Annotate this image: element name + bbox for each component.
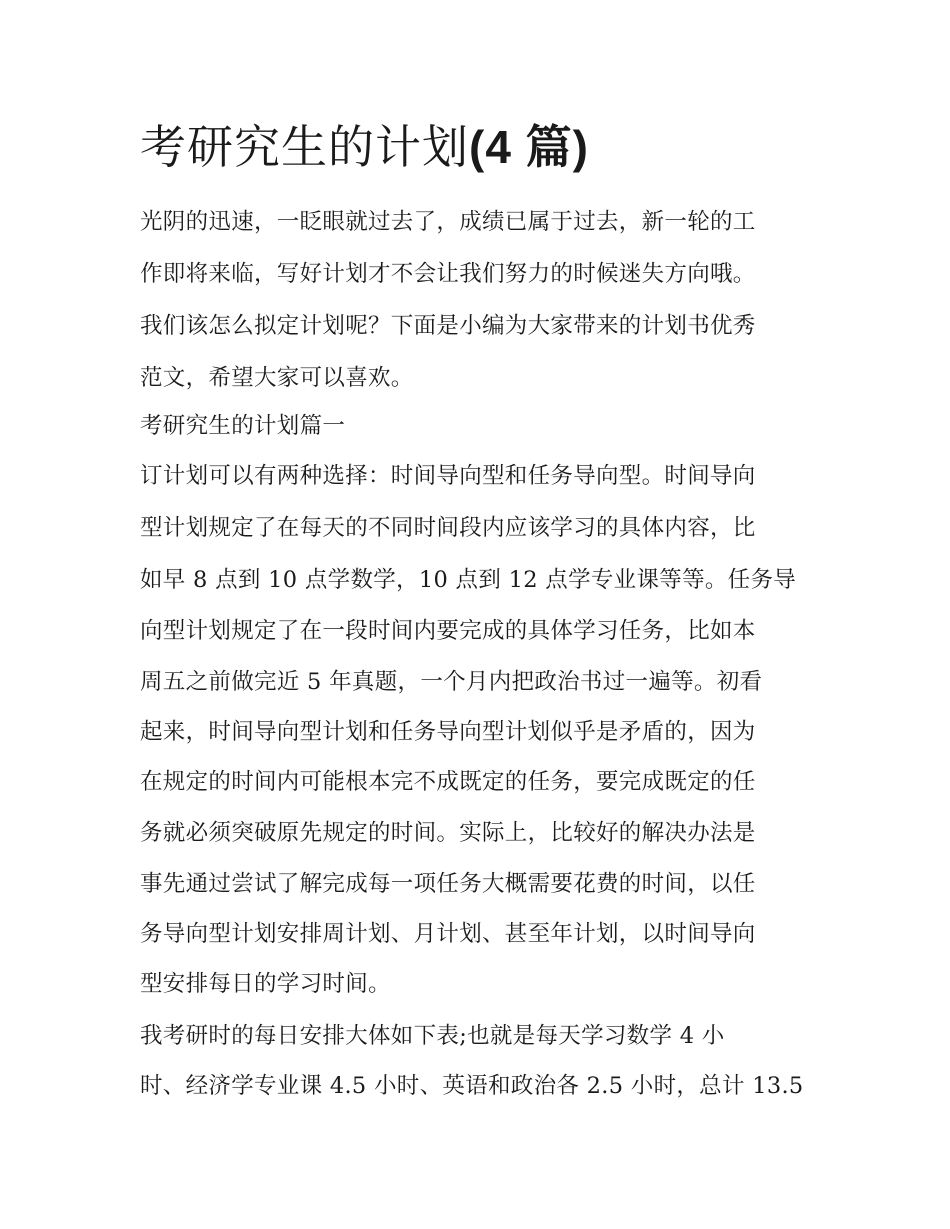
body-line-6: 起来，时间导向型计划和任务导向型计划似乎是矛盾的，因为 xyxy=(140,719,756,745)
body-line-9: 事先通过尝试了解完成每一项任务大概需要花费的时间，以任 xyxy=(140,871,756,897)
intro-line-2: 作即将来临，写好计划才不会让我们努力的时候迷失方向哦。 xyxy=(140,261,756,287)
title-text: 考研究生的计划 xyxy=(140,120,469,174)
body-line-4: 向型计划规定了在一段时间内要完成的具体学习任务，比如本 xyxy=(140,618,756,644)
body-line-11: 型安排每日的学习时间。 xyxy=(140,971,391,997)
body-line-5: 周五之前做完近 5 年真题，一个月内把政治书过一遍等。初看 xyxy=(140,669,763,695)
body-line-12: 我考研时的每日安排大体如下表;也就是每天学习数学 4 小 xyxy=(140,1023,725,1049)
section-heading: 考研究生的计划篇一 xyxy=(140,413,346,439)
body-line-1: 订计划可以有两种选择：时间导向型和任务导向型。时间导向 xyxy=(140,463,756,489)
body-line-10: 务导向型计划安排周计划、月计划、甚至年计划，以时间导向 xyxy=(140,921,756,947)
intro-line-3: 我们该怎么拟定计划呢？下面是小编为大家带来的计划书优秀 xyxy=(140,313,756,339)
body-line-8: 务就必须突破原先规定的时间。实际上，比较好的解决办法是 xyxy=(140,820,756,846)
document-title xyxy=(140,117,589,177)
body-line-2: 型计划规定了在每天的不同时间段内应该学习的具体内容，比 xyxy=(140,515,756,541)
intro-line-1: 光阴的迅速，一眨眼就过去了，成绩已属于过去，新一轮的工 xyxy=(140,209,756,235)
intro-line-4: 范文，希望大家可以喜欢。 xyxy=(140,365,414,391)
body-line-3: 如早 8 点到 10 点学数学，10 点到 12 点学专业课等等。任务导 xyxy=(140,567,797,593)
body-line-7: 在规定的时间内可能根本完不成既定的任务，要完成既定的任 xyxy=(140,769,756,795)
title-suffix: (4 篇) xyxy=(469,121,589,173)
body-line-13: 时、经济学专业课 4.5 小时、英语和政治各 2.5 小时，总计 13.5 xyxy=(140,1073,804,1099)
